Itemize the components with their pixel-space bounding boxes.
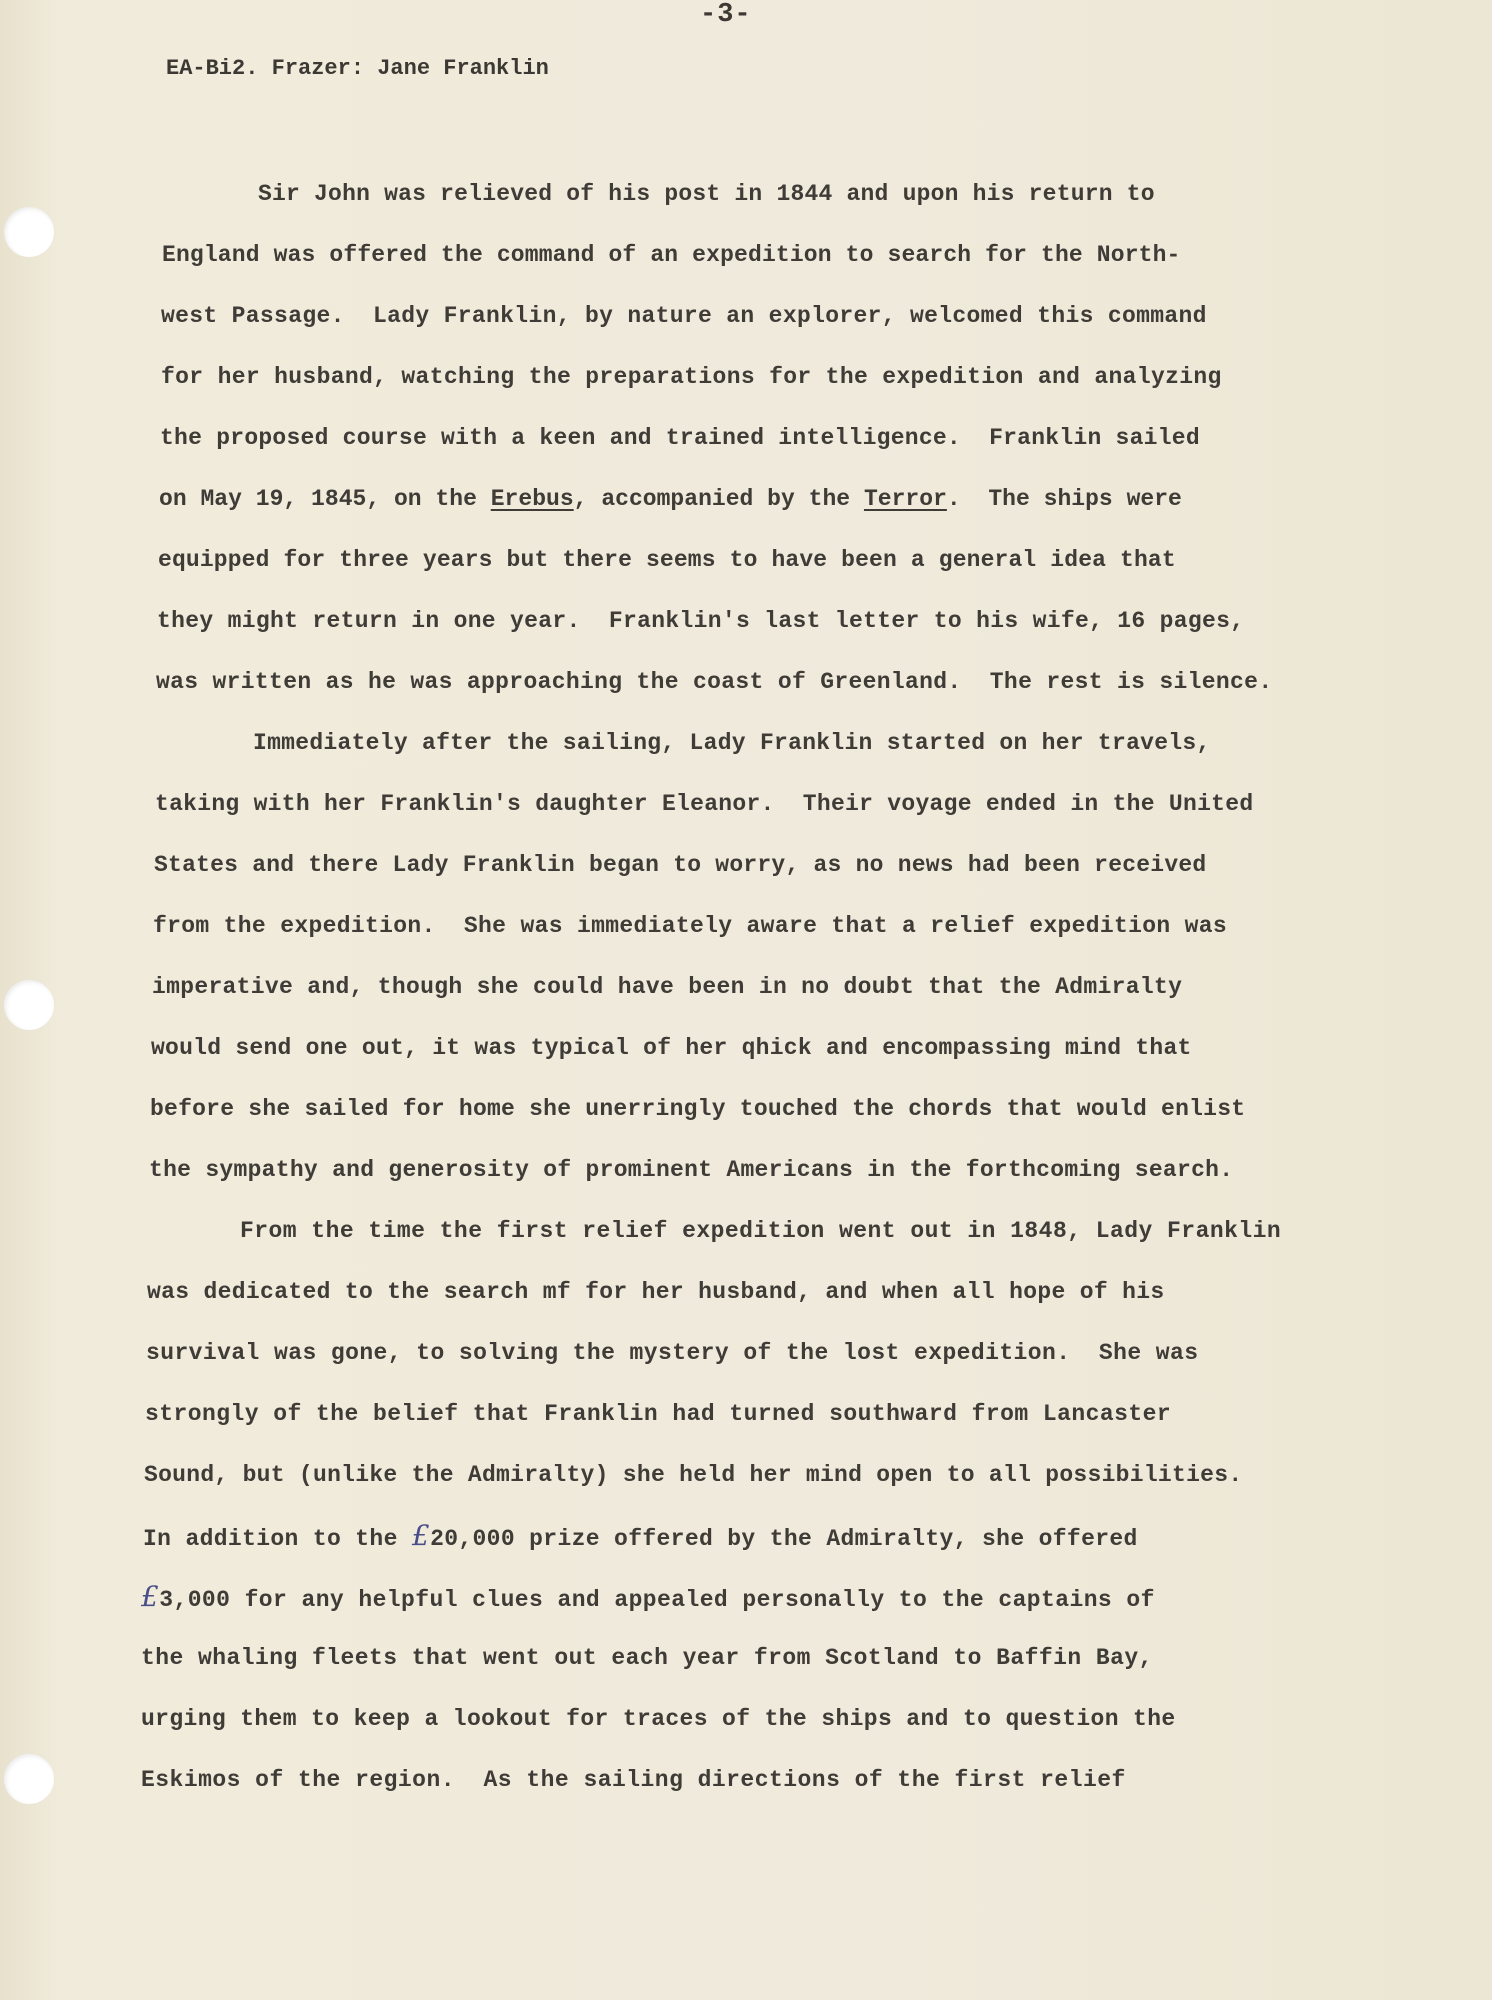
handwritten-pound-sign: £ <box>141 1580 160 1613</box>
text-line: survival was gone, to solving the mystery of the lost expedition. She was <box>146 1340 1199 1366</box>
text-line: England was offered the command of an expedition to search for the North- <box>162 242 1181 268</box>
text-line: was written as he was approaching the coast of Greenland. The rest is silence. <box>156 669 1273 695</box>
text-line: before she sailed for home she unerringly touched the chords that would enlist <box>150 1096 1246 1122</box>
text-line: from the expedition. She was immediately aware that a relief expedition was <box>153 913 1228 939</box>
text-line: £3,000 for any helpful clues and appealed personally to the captains of <box>141 1580 1155 1613</box>
text-line: on May 19, 1845, on the Erebus, accompanied by the Terror. The ships were <box>159 486 1182 512</box>
text-line: the whaling fleets that went out each year from Scotland to Baffin Bay, <box>141 1645 1153 1671</box>
text-line: the proposed course with a keen and trained intelligence. Franklin sailed <box>160 425 1200 451</box>
text-line: was dedicated to the search mf for her husband, and when all hope of his <box>147 1279 1165 1305</box>
ship-name-terror: Terror <box>863 486 947 512</box>
text-line: equipped for three years but there seems to have been a general idea that <box>158 547 1176 573</box>
text-line: imperative and, though she could have been in no doubt that the Admiralty <box>152 974 1183 1000</box>
binder-hole-middle <box>4 980 54 1030</box>
text-line: Immediately after the sailing, Lady Franklin started on her travels, <box>253 730 1211 756</box>
text-line: would send one out, it was typical of her qhick and encompassing mind that <box>151 1035 1192 1061</box>
page-number: -3- <box>700 0 752 30</box>
text-line: the sympathy and generosity of prominent Americans in the forthcoming search. <box>149 1157 1234 1183</box>
text-line: strongly of the belief that Franklin had turned southward from Lancaster <box>145 1401 1172 1427</box>
text-line: States and there Lady Franklin began to worry, as no news had been received <box>154 852 1207 878</box>
handwritten-pound-sign: £ <box>411 1519 431 1552</box>
text-line: Eskimos of the region. As the sailing directions of the first relief <box>141 1767 1126 1793</box>
text-line: Sound, but (unlike the Admiralty) she held her mind open to all possibilities. <box>144 1462 1243 1488</box>
text-line: west Passage. Lady Franklin, by nature an explorer, welcomed this command <box>161 303 1207 329</box>
ship-name-erebus: Erebus <box>490 486 574 512</box>
text-line: In addition to the £20,000 prize offered by the Admiralty, she offered <box>143 1519 1138 1552</box>
text-line: urging them to keep a lookout for traces of the ships and to question the <box>141 1706 1176 1732</box>
text-line: they might return in one year. Franklin's last letter to his wife, 16 pages, <box>157 608 1245 634</box>
text-line: taking with her Franklin's daughter Eleanor. Their voyage ended in the United <box>155 791 1254 817</box>
document-header: EA-Bi2. Frazer: Jane Franklin <box>166 56 549 81</box>
binder-hole-bottom <box>4 1754 54 1804</box>
text-line: From the time the first relief expedition went out in 1848, Lady Franklin <box>240 1218 1282 1244</box>
text-line: for her husband, watching the preparations for the expedition and analyzing <box>161 364 1222 390</box>
binder-hole-top <box>4 207 54 257</box>
text-line: Sir John was relieved of his post in 1844 and upon his return to <box>258 181 1155 207</box>
